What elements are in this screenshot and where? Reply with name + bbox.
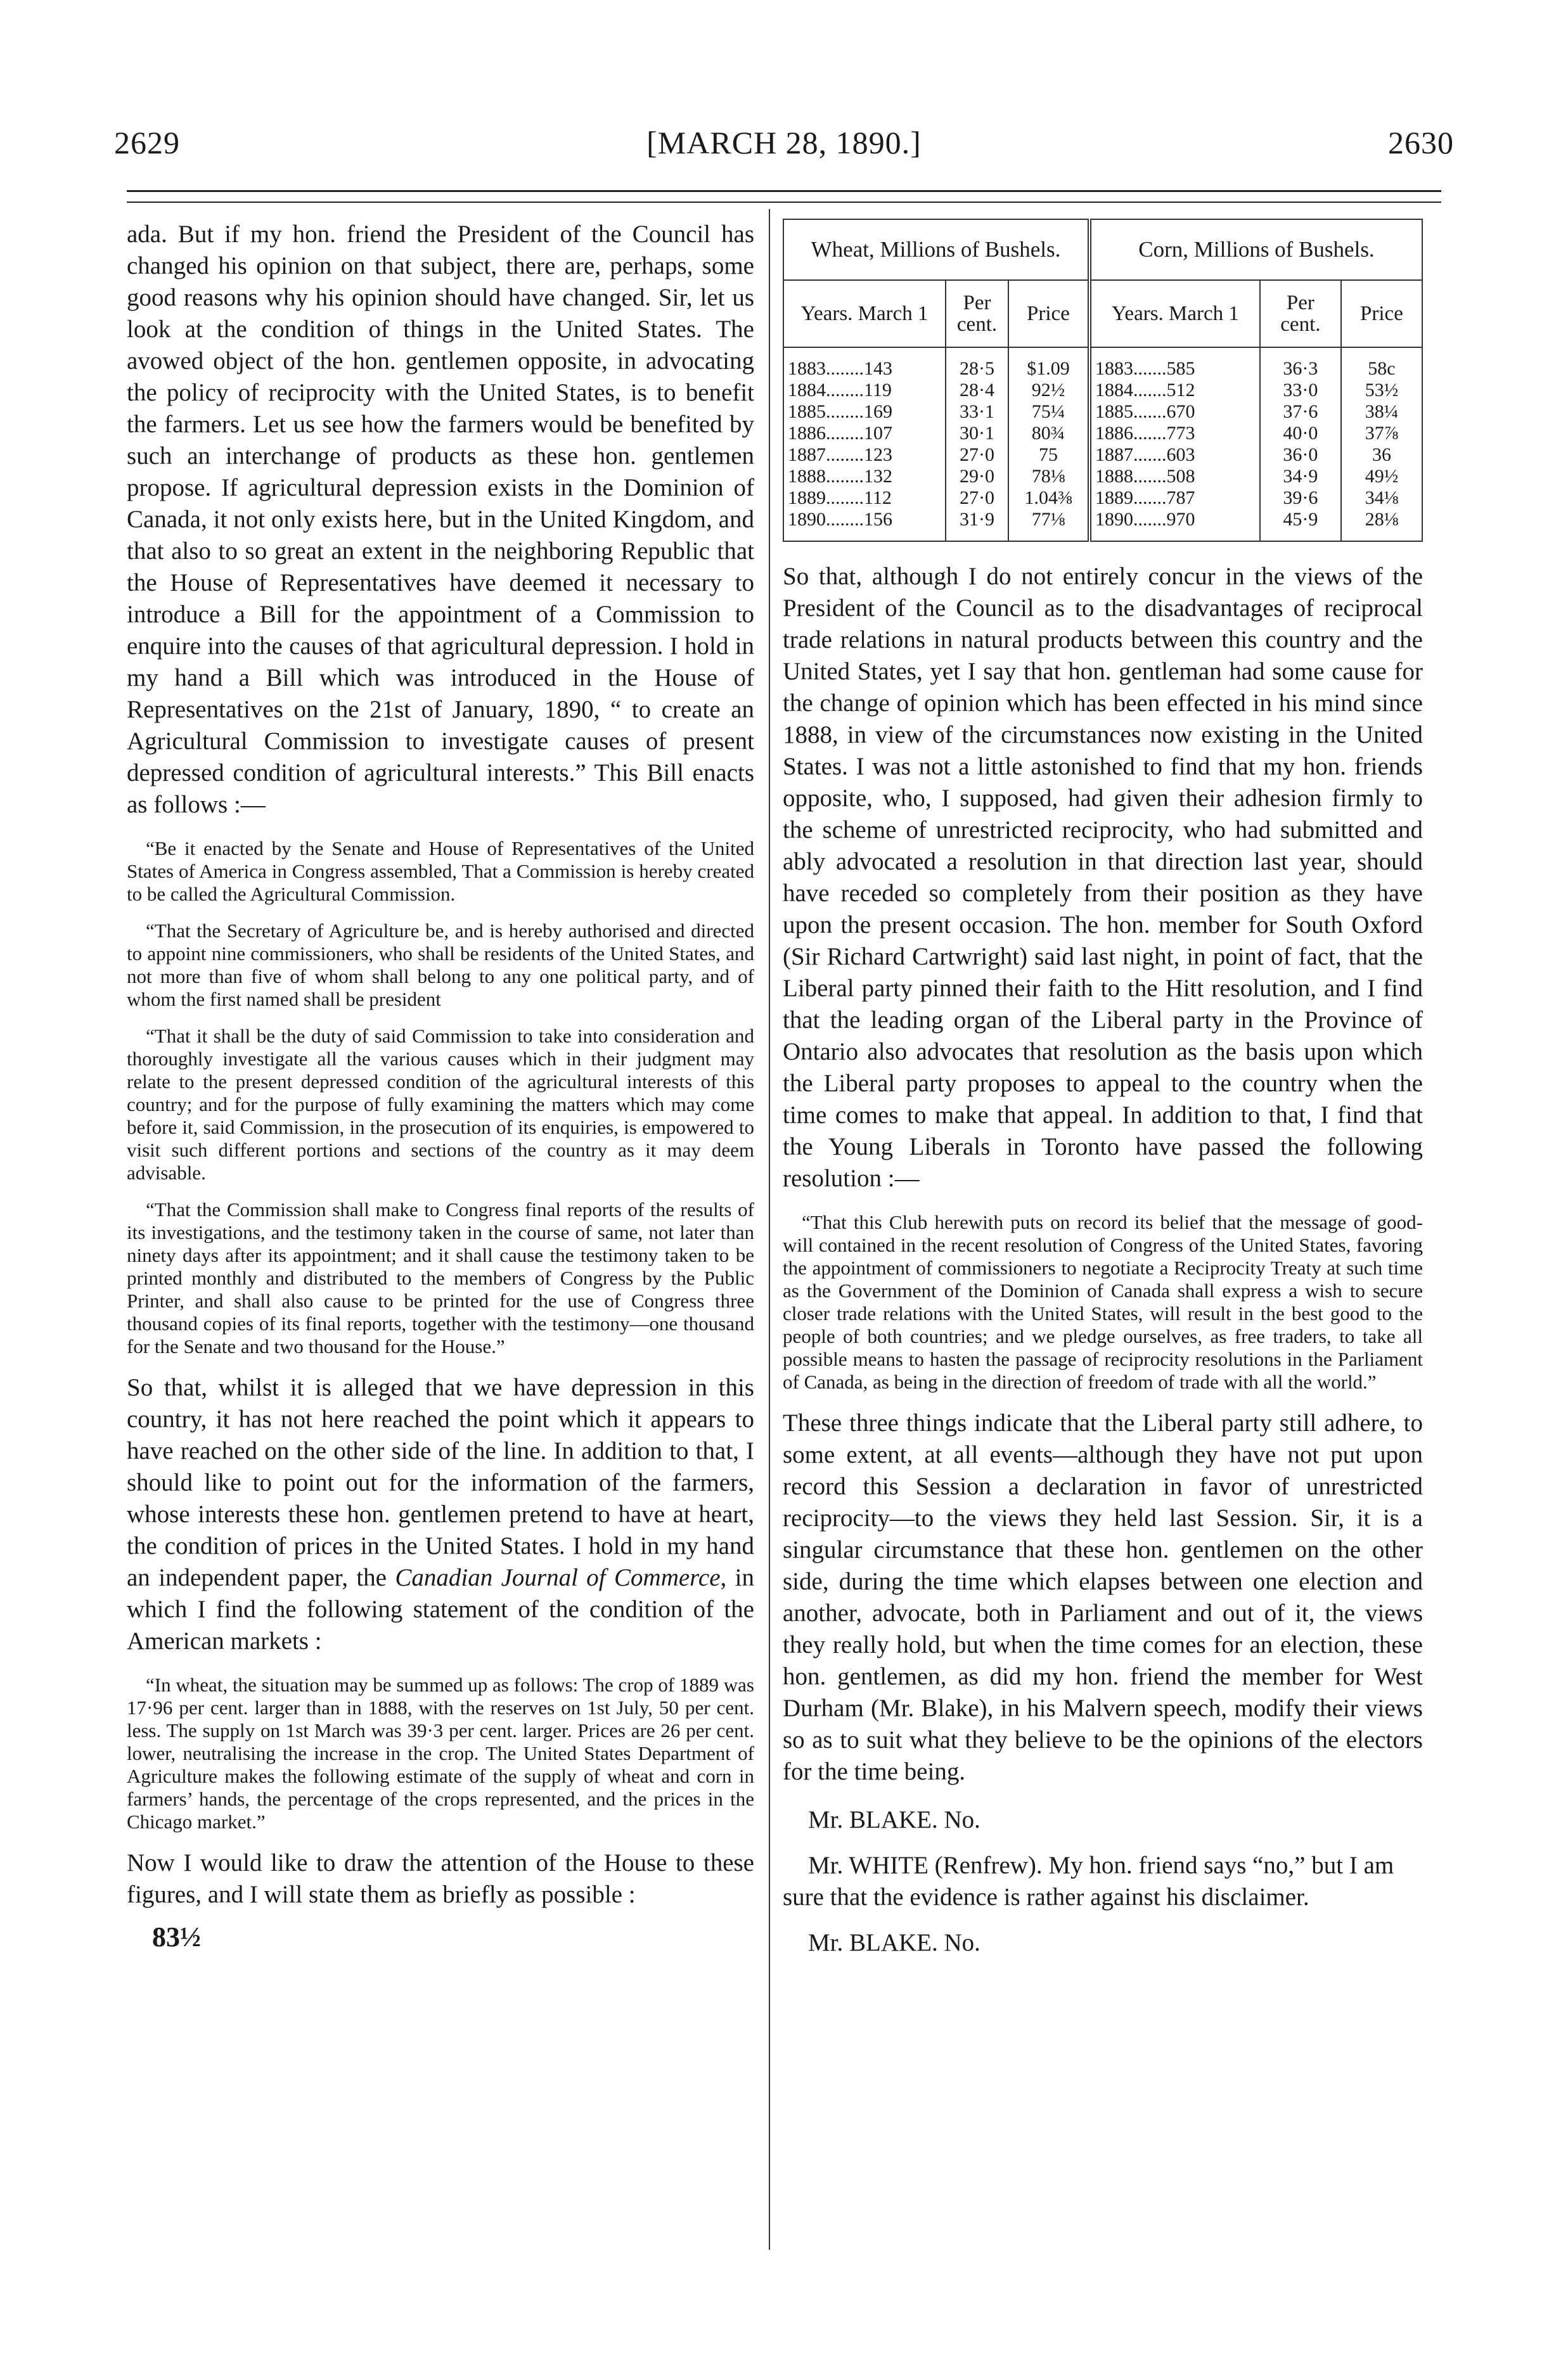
wheat-corn-table	[783, 219, 1423, 542]
table-row	[783, 444, 1422, 466]
bill-quote: “That the Commission shall make to Congress final reports of the results of its investigations, and the testimony taken in the course of same, not later than ninety days after its appointment; and it shall cause the testimony taken to be printed monthly and distributed to the members of Congress by the Public Printer, and shall also cause to be printed for the use of Congress three thousand copies of its final reports, together with the testimony—one thousand for the Senate and two thousand for the House.”	[127, 1198, 754, 1357]
wheat-price: 78⅛	[1008, 466, 1089, 487]
corn-year: 1890.......970	[1089, 509, 1260, 541]
column-divider	[769, 209, 770, 2250]
col-price: Price	[1008, 280, 1089, 347]
resolution-quote: “That this Club herewith puts on record its belief that the message of good-will contained in the recent resolution of Congress of the United States, favoring the appointment of commissioners to negotiate a Reciprocity Treaty at such time as the Government of the Dominion of Canada shall express a wish to secure closer trade relations with the United States, will result in the best good to the people of both countries; and we pledge ourselves, as free traders, to take all possible means to hasten the passage of reciprocity resolutions in the Parliament of Canada, as being in the direction of freedom of trade with all the world.”	[783, 1211, 1423, 1393]
table-row	[783, 401, 1422, 423]
paragraph: So that, although I do not entirely concur in the views of the President of the Council as to the disadvantages of reciprocal trade relations in natural products between this country and the United States, yet I say that hon. gentleman had some cause for the change of opinion which has been effected in his mind since 1888, in view of the circumstances now existing in the United States. I was not a little astonished to find that my hon. friends opposite, who, I supposed, had given their adhesion firmly to the scheme of unrestricted reciprocity, who had submitted and ably advocated a resolution in that direction last year, should have receded so completely from their position as they have upon the present occasion. The hon. member for South Oxford (Sir Richard Cartwright) said last night, in point of fact, that the Liberal party pinned their faith to the Hitt resolution, and I find that the leading organ of the Liberal party in the Province of Ontario also advocates that resolution as the basis upon which the Liberal party proposes to appeal to the country when the time comes to make that appeal. In addition to that, I find that the Young Liberals in Toronto have passed the following resolution :—	[783, 563, 1423, 1192]
corn-price: 38¼	[1341, 401, 1422, 423]
wheat-year: 1883........143	[788, 358, 892, 379]
paragraph: ada. But if my hon. friend the President of the Council has changed his opinion on that subject, there are, perhaps, some good reasons why his opinion should have changed. Sir, let us look at the condition of things in the United States. The avowed object of the hon. gentlemen opposite, in advocating the policy of reciprocity with the United States, is to benefit the farmers. Let us see how the farmers would be benefited by such an interchange of products as these hon. gentlemen propose. If agricultural depression exists in the Dominion of Canada, it not only exists here, but in the United Kingdom, and that also to so great an extent in the neighboring Republic that the House of Representatives have deemed it necessary to introduce a Bill for the appointment of a Commission to enquire into the causes of that agricultural depression. I hold in my hand a Bill which was introduced in the House of Representatives on the 21st of January, 1890, “ to create an Agricultural Commission to investigate causes of present depressed condition of agricultural interests.” This Bill enacts as follows :—	[127, 221, 754, 818]
wheat-percent: 29·0	[946, 466, 1008, 487]
speaker-line: Mr. WHITE (Renfrew). My hon. friend says “no,” but I am sure that the evidence is rather against his disclaimer.	[783, 1852, 1394, 1911]
header-rule	[127, 190, 1441, 192]
paragraph	[127, 1372, 754, 1657]
wheat-heading: Wheat, Millions of Bushels.	[783, 219, 1089, 280]
corn-price: 58c	[1341, 347, 1422, 380]
wheat-year: 1890........156	[788, 509, 892, 530]
wheat-percent: 33·1	[946, 401, 1008, 423]
corn-year: 1886.......773	[1089, 423, 1260, 444]
speaker-line: Mr. BLAKE. No.	[808, 1929, 980, 1956]
corn-percent: 40·0	[1260, 423, 1341, 444]
wheat-price: 80¾	[1008, 423, 1089, 444]
corn-year: 1884.......512	[1089, 380, 1260, 401]
page-date: [MARCH 28, 1890.]	[646, 125, 922, 160]
wheat-percent: 27·0	[946, 444, 1008, 466]
header-rule-thin	[127, 202, 1441, 203]
corn-price: 28⅛	[1341, 509, 1422, 541]
bill-quote: “Be it enacted by the Senate and House of Representatives of the United States of America in Congress assembled, That a Commission is hereby created to be called the Agricultural Commission.	[127, 837, 754, 905]
wheat-year: 1886........107	[788, 423, 892, 444]
col-years: Years. March 1	[783, 280, 946, 347]
corn-percent: 39·6	[1260, 487, 1341, 509]
table-row	[783, 466, 1422, 487]
right-column	[783, 219, 1423, 1973]
paragraph: These three things indicate that the Liberal party still adhere, to some extent, at all events—although they have not put upon record this Session a declaration in favor of unrestricted reciprocity—to the views they held last Session. Sir, it is a singular circumstance that these hon. gentlemen on the other side, during the time which elapses between one election and another, advocate, both in Parliament and out of it, the views they really hold, but when the time comes for an election, these hon. gentlemen, as did my hon. friend the member for West Durham (Mr. Blake), in his Malvern speech, modify their views so as to suit what they believe to be the opinions of the electors for the time being.	[783, 1409, 1423, 1785]
col-per-cent: Per cent.	[1260, 280, 1341, 347]
folio-mark: 83½	[152, 1921, 201, 1953]
table-row	[783, 380, 1422, 401]
paragraph-text: So that, whilst it is alleged that we have depression in this country, it has not here reached the point which it appears to have reached on the other side of the line. In addition to that, I should like to point out for the information of the farmers, whose interests these hon. gentlemen pretend to have at heart, the condition of prices in the United States. I hold in my hand an independent paper, the	[127, 1374, 754, 1591]
table-row	[783, 487, 1422, 509]
left-column	[127, 219, 754, 1953]
bill-quote: “That the Secretary of Agriculture be, and is hereby authorised and directed to appoint nine commissioners, who shall be residents of the United States, and not more than five of whom shall belong to any one political party, and of whom the first named shall be president	[127, 920, 754, 1010]
col-years: Years. March 1	[1089, 280, 1260, 347]
corn-price: 34⅛	[1341, 487, 1422, 509]
corn-year: 1888.......508	[1089, 466, 1260, 487]
bill-quote: “That it shall be the duty of said Commission to take into consideration and thoroughly investigate all the various causes which in their judgment may relate to the present depressed condition of the agricultural interests of this country; and for the purpose of fully examining the matters which may come before it, said Commission, in the prosecution of its enquiries, is empowered to visit such different portions and sections of the country as it may deem advisable.	[127, 1025, 754, 1184]
wheat-year: 1884........119	[788, 380, 892, 401]
table-row	[783, 509, 1422, 541]
journal-title: Canadian Journal of Commerce	[395, 1564, 721, 1591]
col-per-cent: Per cent.	[946, 280, 1008, 347]
paragraph: Now I would like to draw the attention of the House to these figures, and I will state them as briefly as possible :	[127, 1849, 754, 1908]
corn-percent: 45·9	[1260, 509, 1341, 541]
corn-percent: 34·9	[1260, 466, 1341, 487]
col-price: Price	[1341, 280, 1422, 347]
wheat-percent: 28·5	[946, 347, 1008, 380]
corn-price: 53½	[1341, 380, 1422, 401]
market-quote: “In wheat, the situation may be summed up as follows: The crop of 1889 was 17·96 per cent. larger than in 1888, with the reserves on 1st July, 50 per cent. less. The supply on 1st March was 39·3 per cent. larger. Prices are 26 per cent. lower, neutralising the increase in the crop. The United States Department of Agriculture makes the following estimate of the supply of wheat and corn in farmers’ hands, the percentage of the crops represented, and the prices in the Chicago market.”	[127, 1674, 754, 1833]
wheat-price: 1.04⅜	[1008, 487, 1089, 509]
corn-year: 1889.......787	[1089, 487, 1260, 509]
wheat-percent: 28·4	[946, 380, 1008, 401]
speaker-line: Mr. BLAKE. No.	[808, 1806, 980, 1833]
wheat-year: 1885........169	[788, 401, 892, 422]
corn-percent: 36·3	[1260, 347, 1341, 380]
wheat-price: 92½	[1008, 380, 1089, 401]
wheat-price: $1.09	[1008, 347, 1089, 380]
wheat-percent: 30·1	[946, 423, 1008, 444]
corn-year: 1883.......585	[1089, 347, 1260, 380]
corn-percent: 36·0	[1260, 444, 1341, 466]
wheat-year: 1887........123	[788, 444, 892, 465]
wheat-price: 75¼	[1008, 401, 1089, 423]
wheat-year: 1889........112	[788, 487, 892, 508]
corn-price: 49½	[1341, 466, 1422, 487]
table-row	[783, 423, 1422, 444]
corn-percent: 33·0	[1260, 380, 1341, 401]
wheat-percent: 31·9	[946, 509, 1008, 541]
wheat-percent: 27·0	[946, 487, 1008, 509]
wheat-year: 1888........132	[788, 466, 892, 487]
wheat-price: 77⅛	[1008, 509, 1089, 541]
paragraph-text: , in which I find the following statement of the condition of the American markets :	[127, 1564, 754, 1655]
corn-percent: 37·6	[1260, 401, 1341, 423]
corn-year: 1887.......603	[1089, 444, 1260, 466]
corn-heading: Corn, Millions of Bushels.	[1089, 219, 1422, 280]
corn-price: 37⅞	[1341, 423, 1422, 444]
wheat-price: 75	[1008, 444, 1089, 466]
table-row	[783, 347, 1422, 380]
corn-price: 36	[1341, 444, 1422, 466]
corn-year: 1885.......670	[1089, 401, 1260, 423]
left-page-number: 2629	[114, 125, 180, 160]
right-page-number: 2630	[1388, 125, 1454, 160]
